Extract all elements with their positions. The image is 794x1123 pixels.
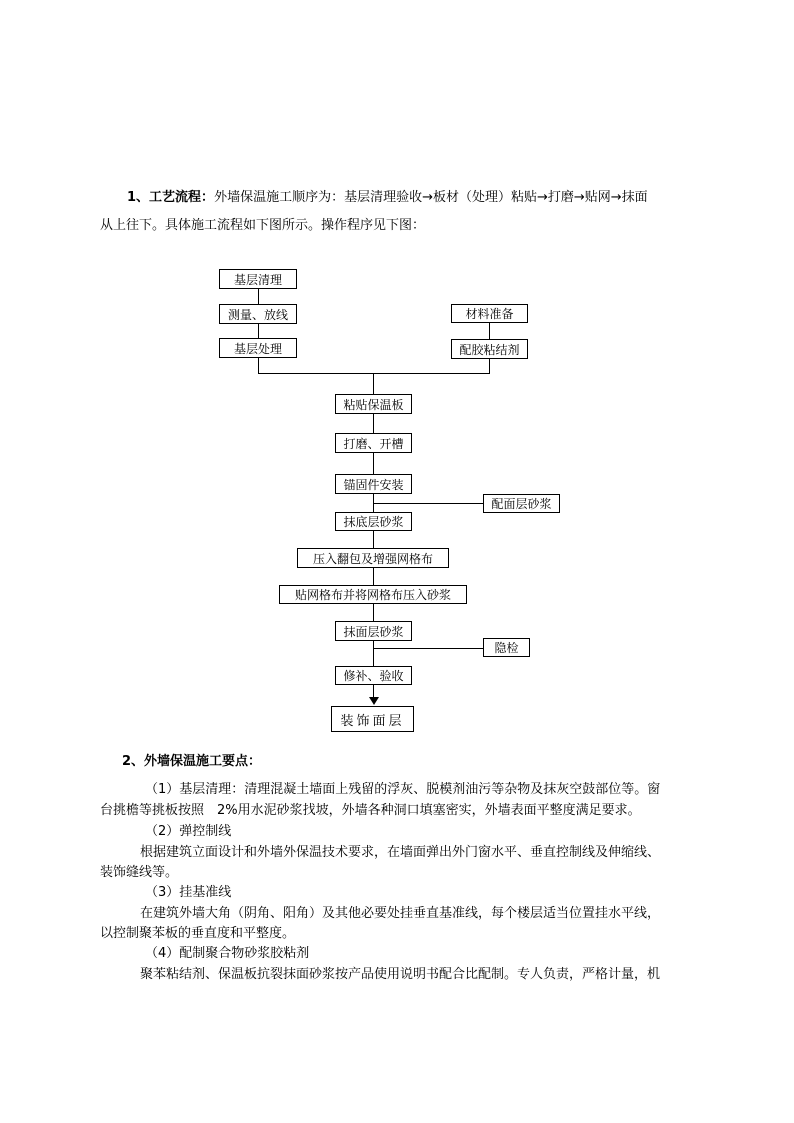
flow-box-left-3: 基层处理: [219, 338, 297, 358]
connector: [258, 357, 259, 374]
flow-box-main-8: 修补、验收: [335, 666, 412, 685]
section2-item4-title: （4）配制聚合物砂浆胶粘剂: [145, 946, 310, 961]
flow-box-side-mortar: 配面层砂浆: [483, 494, 560, 513]
section2-item3-line1: 在建筑外墙大角（阴角、阳角）及其他必要处挂垂直基准线，每个楼层适当位置挂水平线，: [140, 906, 661, 921]
connector: [373, 684, 374, 698]
flow-box-left-2: 测量、放线: [219, 304, 297, 324]
section2-item2-line2: 装饰缝线等。: [100, 865, 179, 880]
section1-text: 外墙保温施工顺序为：基层清理验收→板材（处理）粘贴→打磨→贴网→抹面: [214, 190, 648, 205]
section1-line1: [127, 189, 648, 207]
section2-item3-line2: 以控制聚苯板的垂直度和平整度。: [100, 926, 296, 941]
section2-item4-line1: 聚苯粘结剂、保温板抗裂抹面砂浆按产品使用说明书配合比配制。专人负责，严格计量，机: [140, 967, 661, 982]
flow-box-main-7: 抹面层砂浆: [335, 621, 412, 641]
flow-box-right-2: 配胶粘结剂: [451, 339, 528, 359]
connector: [373, 640, 374, 666]
connector: [373, 567, 374, 585]
section2-title: 2、外墙保温施工要点：: [122, 754, 262, 769]
section2-item2-line1: 根据建筑立面设计和外墙外保温技术要求，在墙面弹出外门窗水平、垂直控制线及伸缩线、: [140, 845, 661, 860]
connector: [489, 322, 490, 339]
section2-item3-title: （3）挂基准线: [145, 885, 232, 900]
flow-box-main-2: 打磨、开槽: [335, 433, 412, 453]
section2-item1-line2: 台挑檐等挑板按照 2%用水泥砂浆找坡，外墙各种洞口填塞密实，外墙表面平整度满足要求。: [100, 803, 641, 818]
flow-box-main-3: 锚固件安装: [335, 474, 412, 494]
flow-box-right-1: 材料准备: [451, 304, 528, 323]
flow-box-final: 装饰面层: [331, 706, 414, 732]
connector: [373, 603, 374, 621]
arrow-down-icon: [369, 697, 379, 705]
flow-box-main-5: 压入翻包及增强网格布: [297, 548, 449, 568]
connector: [373, 452, 374, 474]
section2-item1-line1: （1）基层清理：清理混凝土墙面上残留的浮灰、脱模剂油污等杂物及抹灰空鼓部位等。窗: [145, 782, 661, 797]
section1-num: 1、: [127, 190, 150, 205]
flow-box-main-6: 贴网格布并将网格布压入砂浆: [279, 585, 467, 604]
flow-box-left-1: 基层清理: [219, 269, 297, 289]
connector: [373, 530, 374, 548]
connector: [373, 503, 483, 504]
connector: [258, 323, 259, 339]
flow-box-side-inspection: 隐检: [483, 638, 530, 657]
section1-title: 工艺流程：: [149, 190, 215, 205]
connector: [373, 373, 374, 394]
connector: [373, 413, 374, 433]
section1-line2: 从上往下。具体施工流程如下图所示。操作程序见下图：: [100, 218, 426, 233]
flow-box-main-4: 抹底层砂浆: [335, 512, 412, 531]
connector: [373, 648, 483, 649]
flow-box-main-1: 粘贴保温板: [335, 394, 412, 414]
connector: [489, 358, 490, 374]
connector: [258, 373, 490, 374]
section2-item2-title: （2）弹控制线: [145, 824, 232, 839]
